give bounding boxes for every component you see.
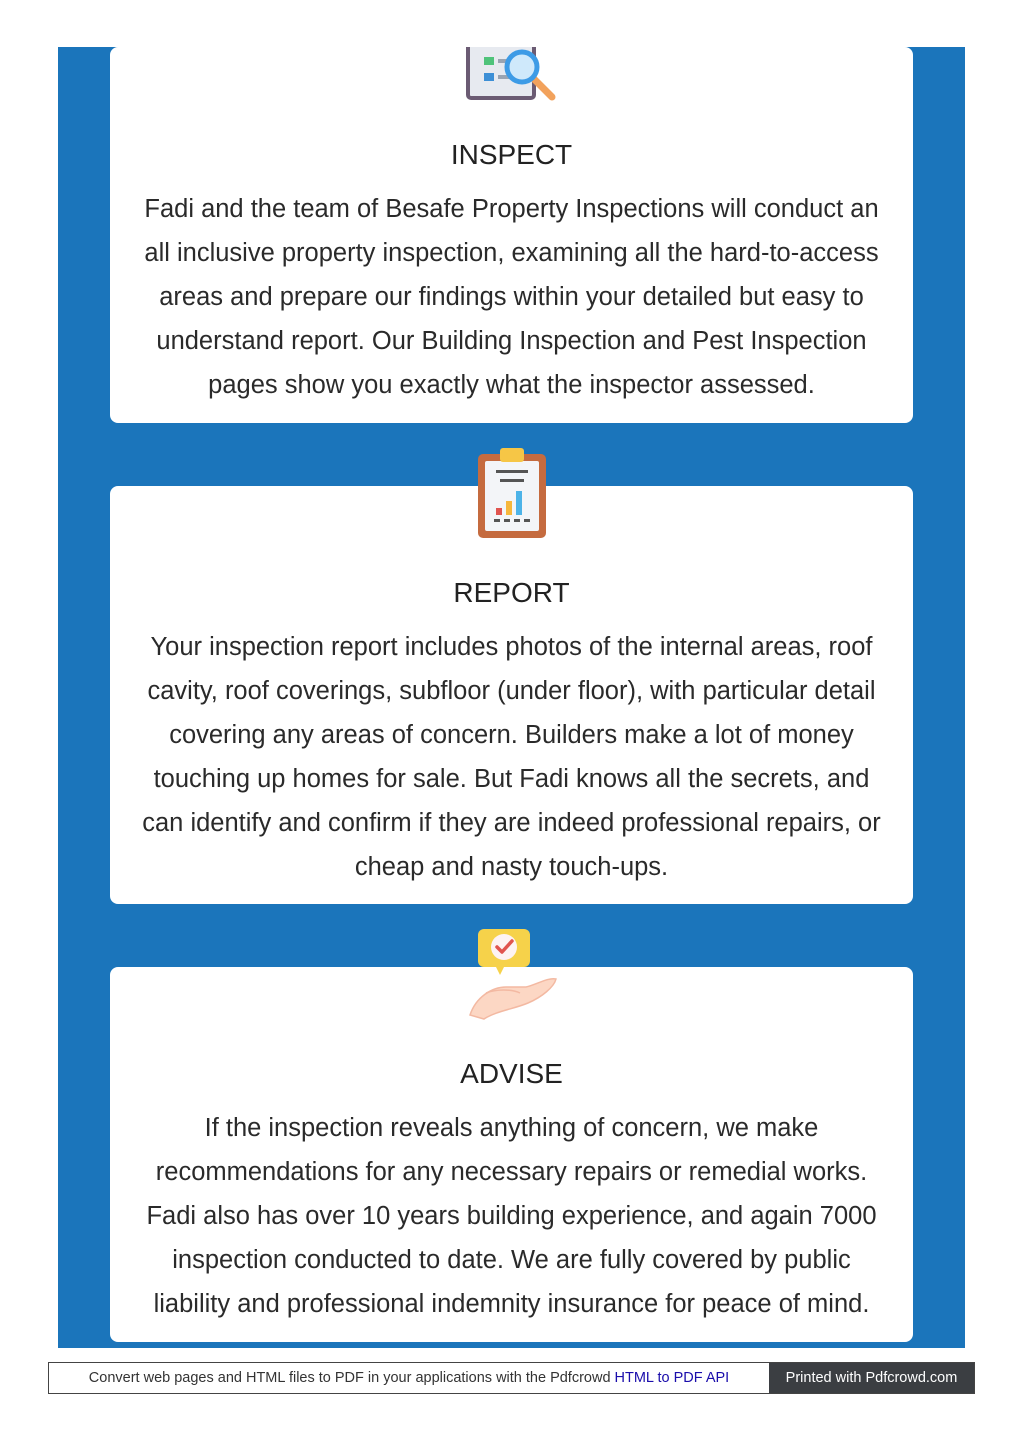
advise-title: ADVISE: [460, 1058, 563, 1089]
pdfcrowd-footer: [48, 1362, 975, 1394]
footer-printed-with[interactable]: Printed with Pdfcrowd.com: [769, 1363, 974, 1393]
advise-card: [110, 967, 913, 1342]
html-to-pdf-link[interactable]: HTML to PDF API: [614, 1370, 730, 1386]
inspect-text: Fadi and the team of Besafe Property Inspections will conduct an all inclusive property inspection, examining all the hard-to-access areas and prepare our findings within your detailed but easy to understand report. Our Building Inspection and Pest Inspection pages show you exactly what the inspector assessed.: [144, 195, 879, 399]
checklist-magnifier-icon: [466, 47, 558, 101]
inspect-card: [110, 47, 913, 423]
report-title: REPORT: [453, 577, 570, 608]
clipboard-chart-icon: [476, 446, 548, 540]
hand-checkmark-icon: [466, 927, 558, 1021]
inspect-title: INSPECT: [450, 139, 573, 170]
advise-text: If the inspection reveals anything of concern, we make recommendations for any necessary repairs or remedial works. Fadi also has over 10 years building experience, and again 7000 inspection conducted to date. We are fully covered by public liability and professional indemnity insurance for peace of mind.: [146, 1114, 877, 1318]
report-text: Your inspection report includes photos of the internal areas, roof cavity, roof coverings, subfloor (under floor), with particular detail covering any areas of concern. Builders make a lot of money touching up homes for sale. But Fadi knows all the secrets, and can identify and confirm if they are indeed professional repairs, or cheap and nasty touch-ups.: [142, 633, 881, 881]
footer-promo: [49, 1363, 769, 1393]
footer-text: Convert web pages and HTML files to PDF in your applications with the Pdfcrowd: [88, 1370, 611, 1386]
report-card: [110, 486, 913, 904]
